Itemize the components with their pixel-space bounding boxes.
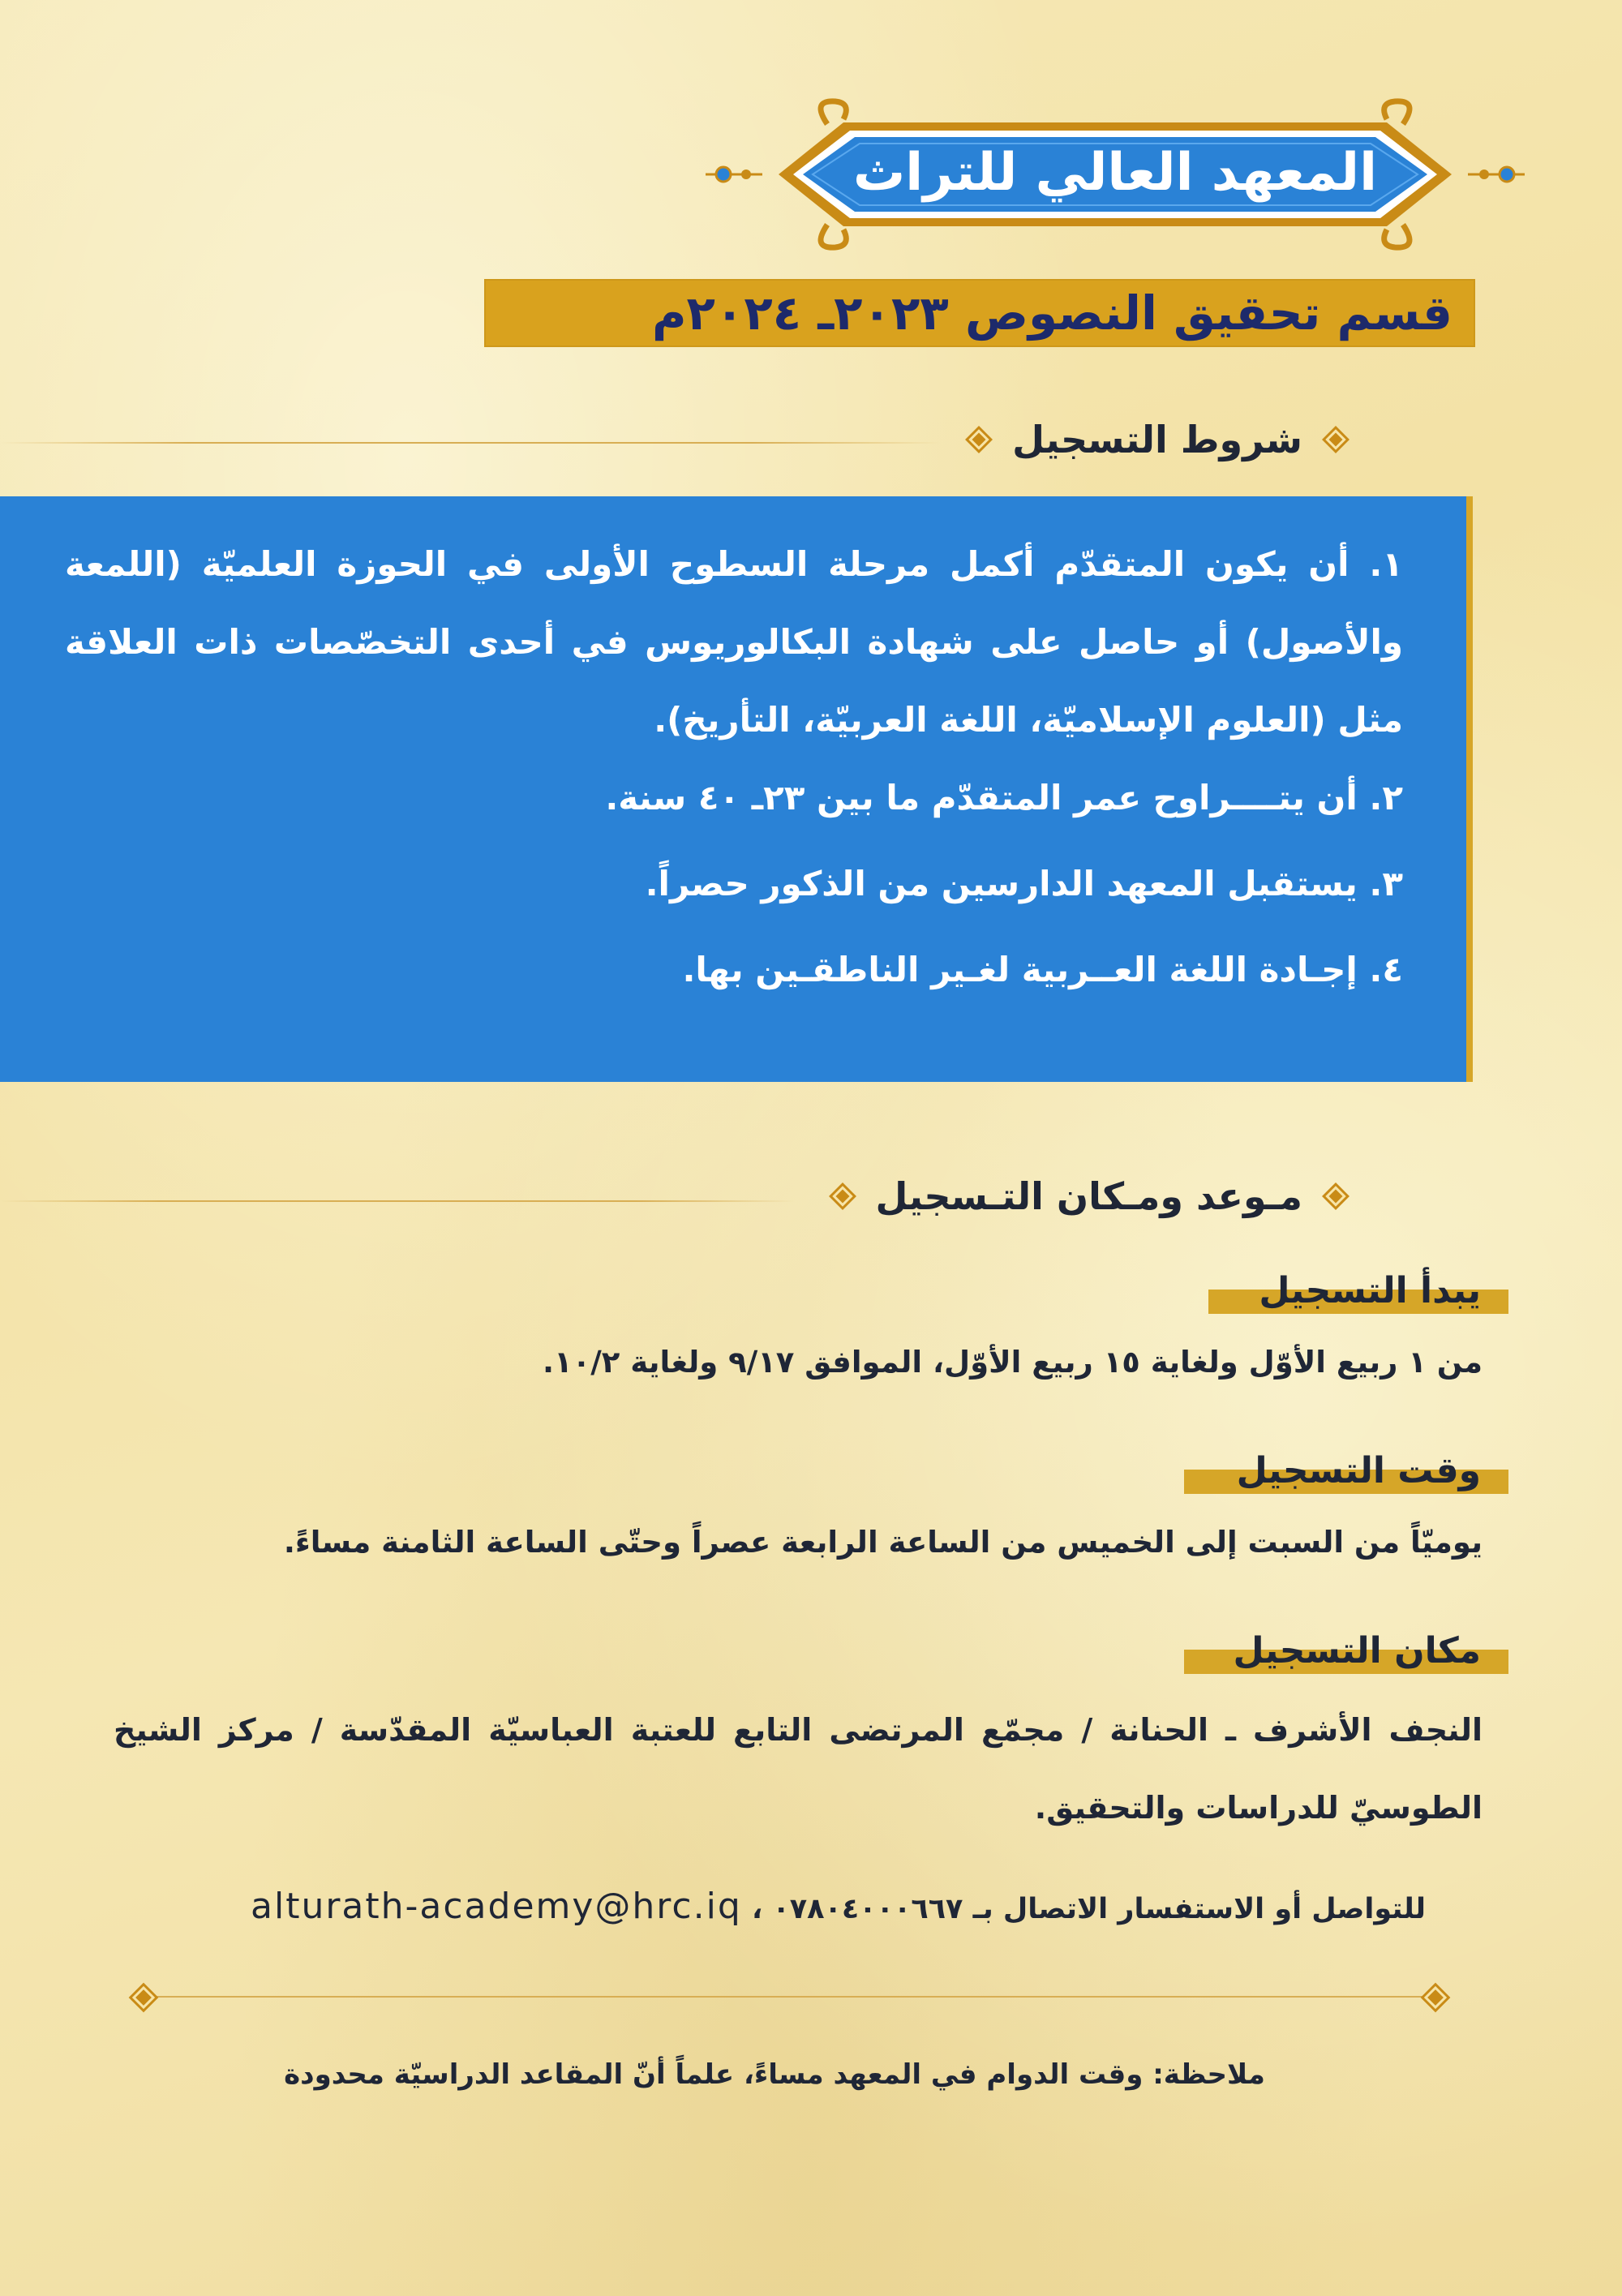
footer-note: ملاحظة: وقت الدوام في المعهد مساءً، علماً أنّ المقاعد الدراسيّة محدودة [284,2058,1265,2091]
divider-line [0,442,941,444]
registration-start-text: من ١ ربيع الأوّل ولغاية ١٥ ربيع الأوّل، الموافق ٩/١٧ ولغاية ١٠/٢. [543,1345,1483,1380]
diamond-icon [132,1986,155,2009]
registration-time-heading [1237,1445,1508,1497]
schedule-heading-text: مـوعد ومـكان التـسجيل [875,1174,1302,1218]
conditions-heading [960,418,1354,461]
registration-place-label: مكان التسجيل [1233,1630,1481,1672]
conditions-heading-text: شروط التسجيل [1012,418,1302,461]
diamond-icon [1325,429,1345,449]
registration-place-text: النجف الأشرف ـ الحنانة / مجمّع المرتضى التابع للعتبة العباسيّة المقدّسة / مركز الشيخ الطوسيّ للدراسات والتحقيق. [114,1712,1483,1826]
condition-item-2: ٢. أن يتــــراوح عمر المتقدّم ما بين ٢٣ـ ٤٠ سنة. [605,778,1403,818]
institute-title-badge [706,93,1525,255]
department-title: قسم تحقيق النصوص ٢٠٢٣ـ ٢٠٢٤م [652,285,1453,341]
conditions-box [0,496,1473,1082]
institute-name: المعهد العالي للتراث [852,143,1378,203]
condition-item-3: ٣. يستقبل المعهد الدارسين من الذكور حصراً. [645,864,1403,903]
condition-item-4: ٤. إجـادة اللغة العــربية لغـير الناطقـين بها. [682,950,1403,989]
registration-place-heading [1233,1625,1508,1677]
registration-start-label: يبدأ التسجيل [1259,1270,1481,1311]
condition-item-1: ١. أن يكون المتقدّم أكمل مرحلة السطوح الأولى في الحوزة العلميّة (اللمعة والأصول) أو حاصل على شهادة البكالوريوس في أحدى التخصّصات ذات العلاقة مثل (العلوم الإسلاميّة، اللغة العربيّة، التأريخ). [65,544,1403,740]
footer-divider-line [142,1996,1440,1998]
schedule-heading [824,1174,1354,1218]
registration-start-heading [1259,1265,1508,1317]
contact-prefix: للتواصل أو الاستفسار الاتصال بـ ٠٧٨٠٤٠٠٠٦٦٧ ، [741,1893,1426,1925]
diamond-icon [1424,1986,1447,2009]
diamond-icon [968,429,989,449]
registration-time-label: وقت التسجيل [1236,1450,1481,1491]
divider-line [0,1200,795,1202]
diamond-icon [1325,1186,1345,1206]
diamond-icon [832,1186,852,1206]
department-banner [484,279,1475,347]
contact-email[interactable]: alturath-academy@hrc.iq [251,1886,742,1927]
registration-time-text: يوميّاً من السبت إلى الخميس من الساعة الرابعة عصراً وحتّى الساعة الثامنة مساءً. [283,1525,1483,1560]
contact-line [136,1886,1426,1927]
